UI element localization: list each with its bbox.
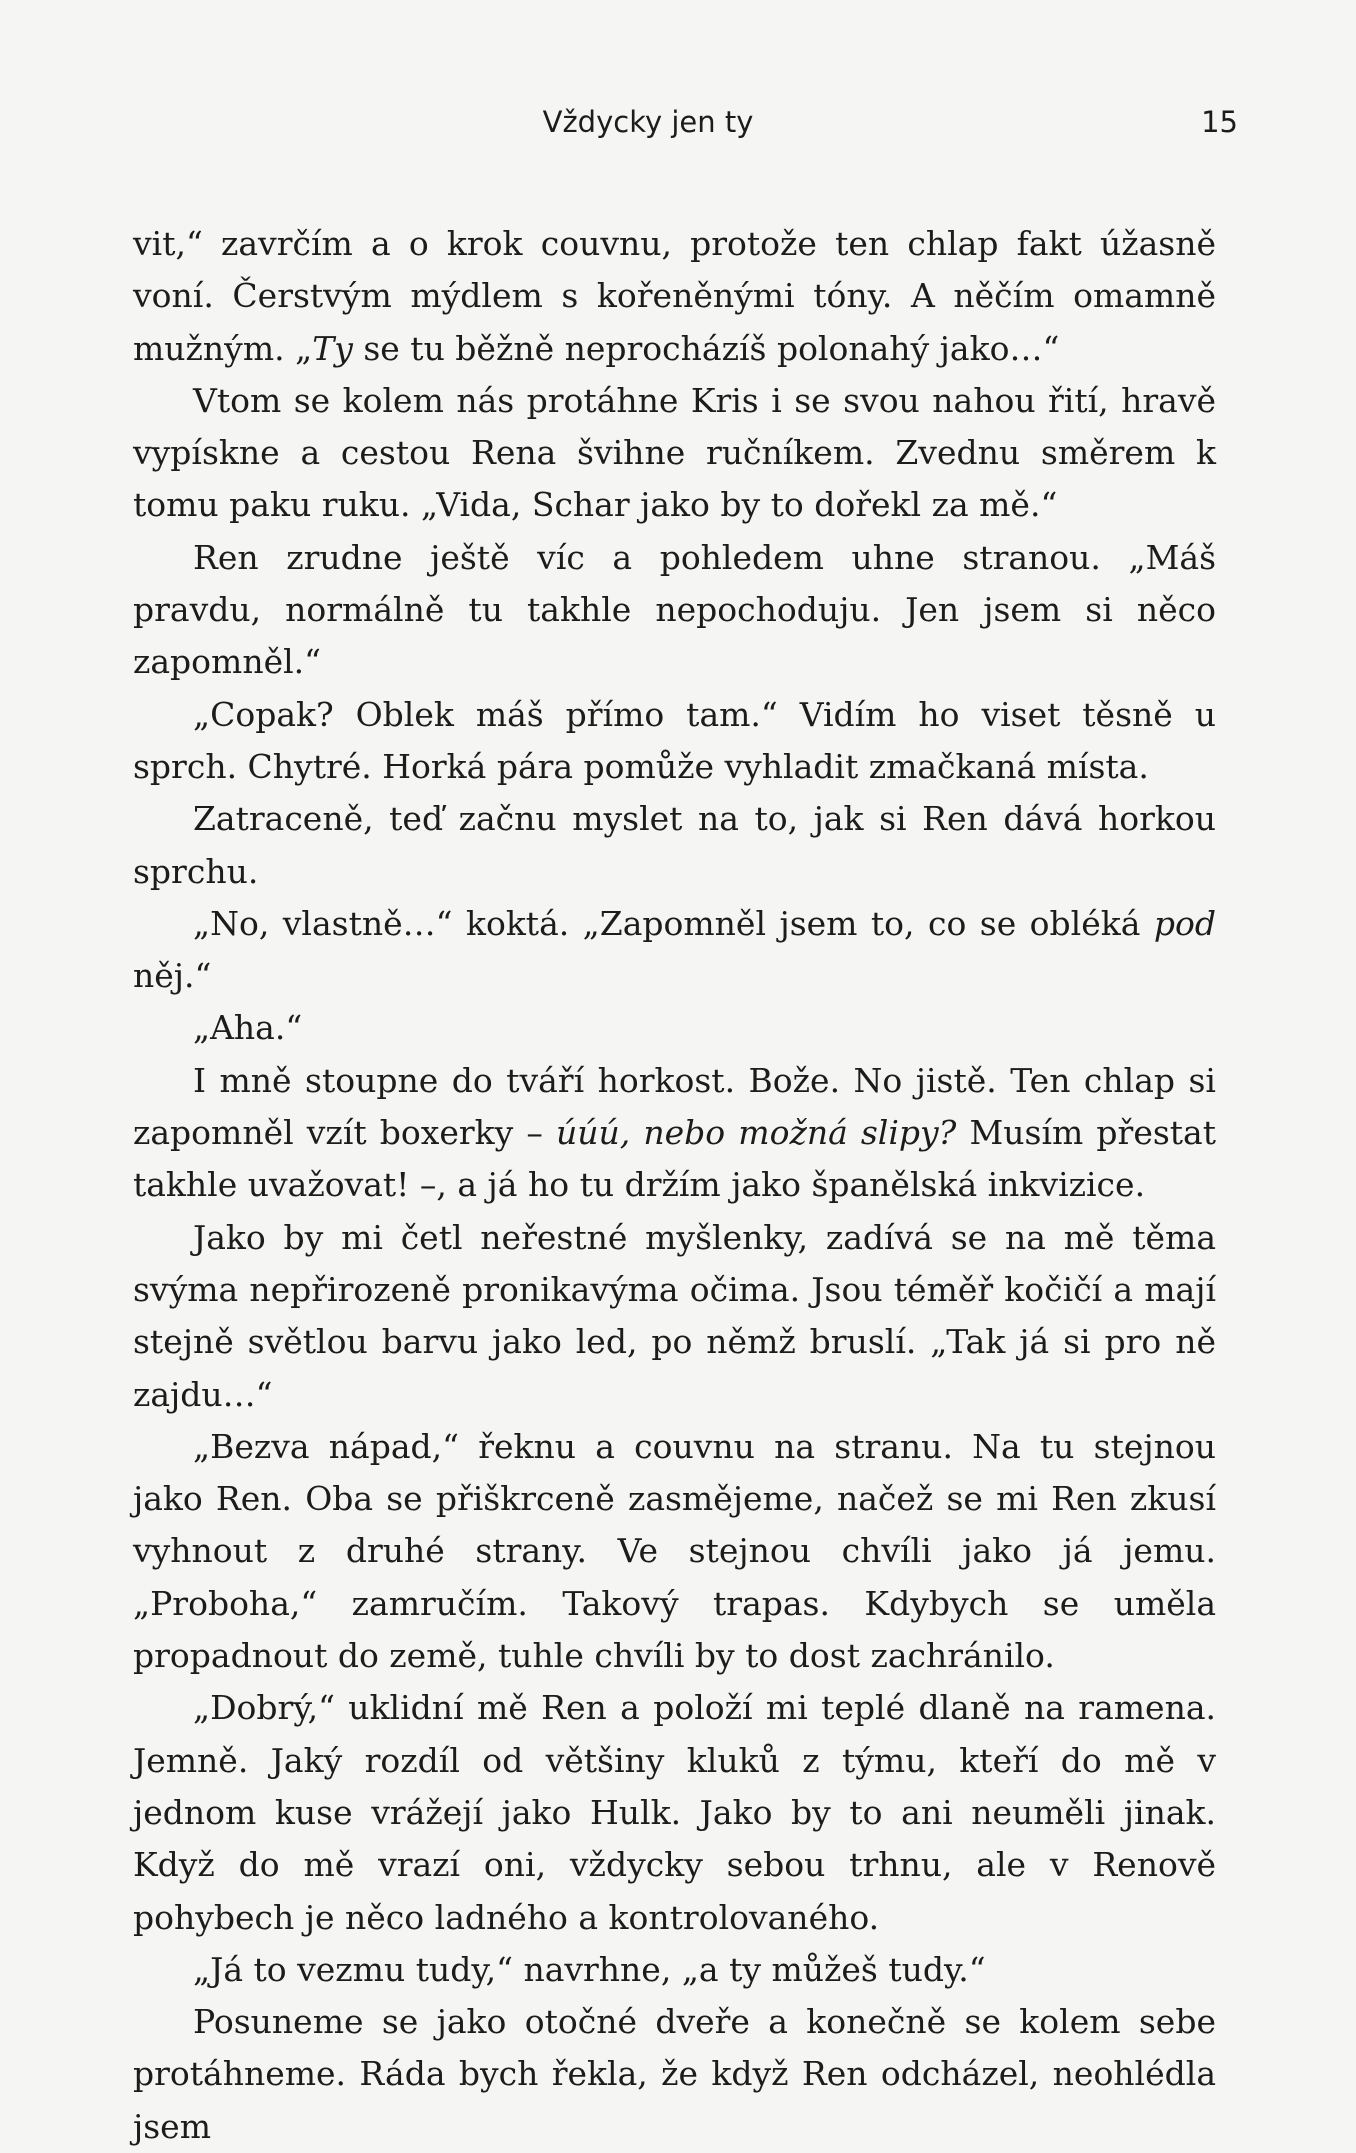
paragraph <box>133 1002 1216 1054</box>
running-head <box>0 100 1356 144</box>
paragraph <box>133 375 1216 532</box>
text-run: vit,“ zavrčím a o krok couvnu, protože ten chlap fakt úžasně voní. Čerstvým mýdlem s kořeněnými tóny. A něčím omamně mužným. „ <box>133 224 1216 368</box>
paragraph <box>133 898 1216 1003</box>
italic-text: úúú, nebo možná slipy? <box>556 1113 957 1153</box>
paragraph <box>133 1055 1216 1212</box>
text-run: Zatraceně, teď začnu myslet na to, jak si Ren dává horkou sprchu. <box>133 799 1216 891</box>
paragraph <box>133 532 1216 689</box>
page-number: 15 <box>1201 105 1238 139</box>
text-run: „Aha.“ <box>193 1008 303 1048</box>
text-run: „No, vlastně…“ koktá. „Zapomněl jsem to, co se obléká <box>193 903 1154 943</box>
paragraph <box>133 1682 1216 1943</box>
paragraph <box>133 1996 1216 2153</box>
text-run: Vtom se kolem nás protáhne Kris i se svou nahou řití, hravě vypískne a cestou Rena švihne ručníkem. Zvednu směrem k tomu paku ruku. „Vida, Schar jako by to dořekl za mě.“ <box>133 380 1216 525</box>
paragraph <box>133 1212 1216 1421</box>
text-run: se tu běžně neprocházíš polonahý jako…“ <box>352 328 1060 368</box>
text-run: něj.“ <box>133 956 212 996</box>
body-text <box>133 218 1216 2153</box>
italic-text: Ty <box>312 328 353 368</box>
text-run: Ren zrudne ještě víc a pohledem uhne stranou. „Máš pravdu, normálně tu takhle nepochoduju. Jen jsem si něco zapomněl.“ <box>133 537 1216 682</box>
text-run: „Copak? Oblek máš přímo tam.“ Vidím ho viset těsně u sprch. Chytré. Horká pára pomůže vyhladit zmačkaná místa. <box>133 694 1216 786</box>
text-run: Posuneme se jako otočné dveře a konečně se kolem sebe protáhneme. Ráda bych řekla, že když Ren odcházel, neohlédla jsem <box>133 2002 1216 2146</box>
text-run: „Já to vezmu tudy,“ navrhne, „a ty můžeš tudy.“ <box>193 1949 986 1989</box>
paragraph <box>133 1421 1216 1682</box>
text-run: I mně stoupne do tváří horkost. Bože. No jistě. Ten chlap si zapomněl vzít boxerky – <box>133 1060 1216 1153</box>
paragraph <box>133 1944 1216 1996</box>
paragraph <box>133 689 1216 794</box>
running-title: Vždycky jen ty <box>542 105 754 139</box>
italic-text: pod <box>1153 903 1216 943</box>
text-run: „Dobrý,“ uklidní mě Ren a položí mi teplé dlaně na ramena. Jemně. Jaký rozdíl od většiny kluků z týmu, kteří do mě v jednom kuse vrážejí jako Hulk. Jako by to ani neuměli jinak. Když do mě vrazí oni, vždycky sebou trhnu, ale v Renově pohybech je něco ladného a kontrolovaného. <box>133 1688 1216 1937</box>
text-run: „Bezva nápad,“ řeknu a couvnu na stranu. Na tu stejnou jako Ren. Oba se přiškrceně zasmějeme, načež se mi Ren zkusí vyhnout z druhé strany. Ve stejnou chvíli jako já jemu. „Proboha,“ zamručím. Takový trapas. Kdybych se uměla propadnout do země, tuhle chvíli by to dost zachránilo. <box>133 1426 1216 1676</box>
text-run: Musím přestat takhle uvažovat! –, a já ho tu držím jako španělská inkvizice. <box>133 1113 1216 1205</box>
paragraph <box>133 793 1216 898</box>
paragraph <box>133 218 1216 375</box>
text-run: Jako by mi četl neřestné myšlenky, zadívá se na mě těma svýma nepřirozeně pronikavýma očima. Jsou téměř kočičí a mají stejně světlou barvu jako led, po němž bruslí. „Tak já si pro ně zajdu…“ <box>133 1217 1216 1414</box>
